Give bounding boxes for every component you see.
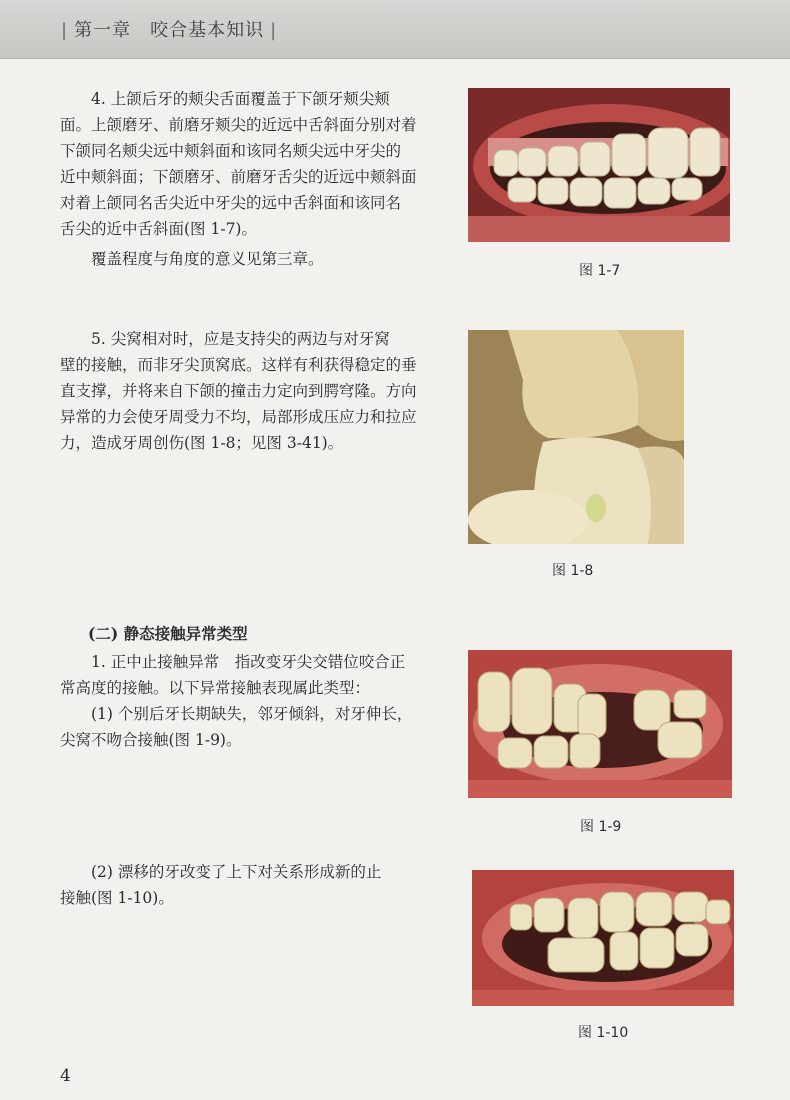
figure-1-9-photo (468, 650, 732, 798)
text-line: (1) 个别后牙长期缺失，邻牙倾斜，对牙伸长， (91, 705, 413, 723)
text-line: 4. 上颌后牙的颊尖舌面覆盖于下颌牙颊尖颊 (91, 90, 390, 108)
text-line: 接触(图 1-10)。 (60, 889, 174, 907)
text-line: 舌尖的近中舌斜面(图 1-7)。 (60, 220, 257, 238)
header-divider: | (61, 20, 69, 41)
paragraph-5 (60, 326, 445, 456)
figure-1-9-caption: 图 1-9 (580, 819, 622, 835)
text-line: 尖窝不吻合接触(图 1-9)。 (60, 731, 242, 749)
text-line: (2) 漂移的牙改变了上下对关系形成新的止 (91, 863, 382, 881)
text-line: 异常的力会使牙周受力不均，局部形成压应力和拉应 (60, 408, 417, 426)
text-line: 力，造成牙周创伤(图 1-8；见图 3-41)。 (60, 434, 344, 452)
text-line: 壁的接触，而非牙尖顶窝底。这样有利获得稳定的垂 (60, 356, 417, 374)
page-header (0, 0, 790, 59)
header-divider: | (270, 20, 278, 41)
chapter-title-text: 第一章 咬合基本知识 (74, 20, 265, 41)
text-line: 1. 正中止接触异常 指改变牙尖交错位咬合正 (91, 653, 406, 671)
text-line: 5. 尖窝相对时，应是支持尖的两边与对牙窝 (91, 330, 390, 348)
paragraph-8 (60, 859, 445, 911)
text-line: 对着上颌同名舌尖近中牙尖的远中舌斜面和该同名 (60, 194, 402, 212)
figure-1-7-caption: 图 1-7 (579, 263, 621, 279)
figure-1-10-photo (472, 870, 734, 1006)
paragraph-7 (60, 701, 445, 753)
chapter-title (55, 16, 283, 42)
text-line: 近中颊斜面；下颌磨牙、前磨牙舌尖的近远中颊斜面 (60, 168, 417, 186)
text-line: 面。上颌磨牙、前磨牙颊尖的近远中舌斜面分别对着 (60, 116, 417, 134)
figure-1-8-photo (468, 330, 684, 544)
text-line: 常高度的接触。以下异常接触表现属此类型： (60, 679, 371, 697)
text-line: 直支撑，并将来自下颌的撞击力定向到腭穹隆。方向 (60, 382, 417, 400)
figure-1-10-caption: 图 1-10 (578, 1025, 629, 1041)
section-heading: (二) 静态接触异常类型 (88, 624, 248, 643)
text-line: 下颌同名颊尖远中颊斜面和该同名颊尖远中牙尖的 (60, 142, 402, 160)
figure-1-7-photo (468, 88, 730, 242)
paragraph-4 (60, 86, 445, 242)
paragraph-6 (60, 649, 445, 701)
page-number: 4 (60, 1066, 71, 1086)
paragraph-4b (60, 246, 445, 272)
figure-1-8-caption: 图 1-8 (552, 563, 594, 579)
text-line: 覆盖程度与角度的意义见第三章。 (91, 250, 324, 268)
